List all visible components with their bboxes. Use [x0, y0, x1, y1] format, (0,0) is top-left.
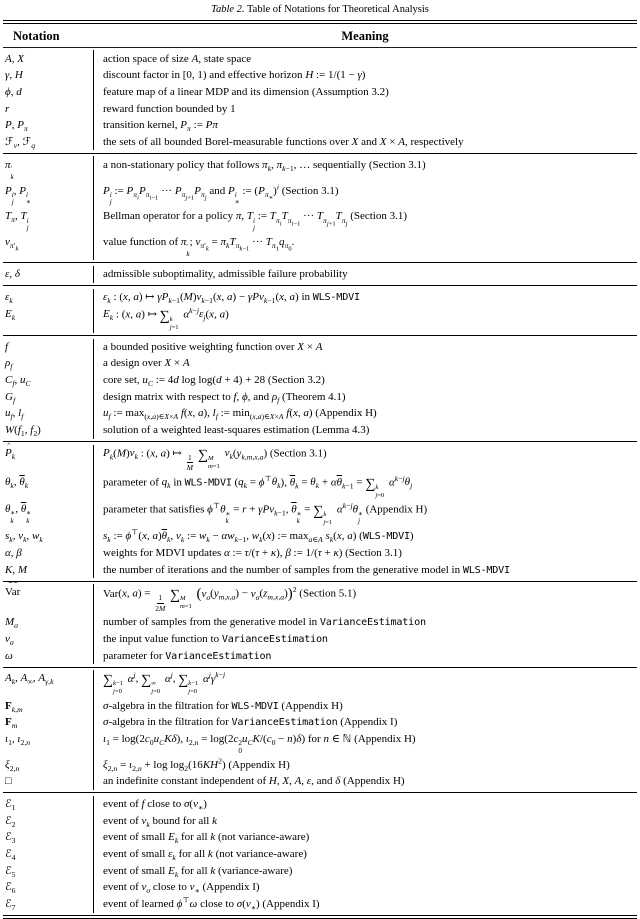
- table-row: [3, 117, 637, 134]
- meaning-cell: event of $v_\sigma$ close to $v_∗$ (Appendix I): [93, 879, 637, 896]
- meaning-cell: $\varepsilon_k$ : (x, a) ↦ γP $ˆ_{k-1}(M)v_{k-1}(x$, a) − γPv$_{k-1}$(x, a) in WLS-MDVI: [93, 289, 637, 306]
- table-row: [3, 266, 637, 283]
- meaning-cell: parameter that satisfies ϕ⊤θ ∗ k = r + γPv$_{k-1}$, $\overline{\theta}$ ∗ k = ∑ k j=1 $\alpha^{k-j}\theta$ ∗ j (Appendix H): [93, 501, 637, 528]
- meaning-cell: $\xi_{2,n} = \iota_{2,n} + \log \log_2(16KH^2)$ (Appendix H): [93, 757, 637, 774]
- meaning-cell: Bellman operator for a policy π, T i j := $T_{\pi_i}T_{\pi_{i-1}}$ ··· $T_{\pi_{j+1}}T_{\pi_j}$ (Section 3.1): [93, 208, 637, 234]
- table-section: [3, 153, 637, 263]
- meaning-cell: a design over X × A: [93, 355, 637, 372]
- meaning-cell: parameter of $q_k$ in WLS-MDVI $(q_k = \phi^⊤\theta_k)$, $\overline{\theta}_k = \theta_k + \alpha\overline{\theta}_{k-1}$ = ∑ k j=0 $\alpha^{k-j}\theta_j$: [93, 474, 637, 501]
- table-row: [3, 647, 637, 664]
- notation-cell: Var ˆ: [3, 584, 93, 614]
- notation-cell: $\xi_{2,n}$: [5, 758, 20, 773]
- notation-cell: $\theta_k$, $\overline{\theta}_k$: [5, 475, 29, 490]
- table-section: [3, 441, 637, 580]
- table-section: [3, 581, 637, 667]
- meaning-cell: P i j := $P_{\pi_i}P_{\pi_{i-1}}$ ··· $P_{\pi_{j+1}}P_{\pi_j}$ and P i ∗ := $(P_{\pi_∗})^i$ (Section 3.1): [93, 182, 637, 208]
- meaning-cell: event of f close to $\sigma(v_∗)$: [93, 796, 637, 813]
- table-bottom-rule: [3, 915, 637, 919]
- meaning-cell: event of small $\varepsilon_k$ for all k (not variance-aware): [93, 846, 637, 863]
- table-row: [3, 474, 637, 501]
- meaning-cell: σ-algebra in the filtration for WLS-MDVI (Appendix H): [93, 697, 637, 714]
- notation-cell: ℰ$_1$: [5, 797, 16, 813]
- table-row: [3, 422, 637, 439]
- table-row: [3, 445, 637, 474]
- notation-cell: $T_\pi$, T i j: [5, 210, 29, 233]
- notation-cell: ℰ$_7$: [5, 897, 16, 913]
- notation-cell: $v_\sigma$: [5, 632, 14, 648]
- table-section: [3, 48, 637, 153]
- notation-cell: P ˆ$_k$: [3, 445, 93, 474]
- meaning-cell: Var ˆ(x, a) = $\frac{1}{2M}$ ∑ M m=1 $(v_\sigma(y_{m,x,a}) - v_\sigma(z_{m,x,a}))^2$ (Section 5.1): [93, 584, 637, 614]
- header-notation: Notation: [13, 28, 60, 43]
- table-row: [3, 714, 637, 731]
- meaning-cell: core set, $u_C$ := 4d log log(d + 4) + 28 (Section 3.2): [93, 372, 637, 389]
- meaning-cell: P $ˆ_k(M)v_k$ : (x, a) ↦ $\frac{1}{M}$ ∑ M m=1 $v_k(y_{k,m,x,a})$ (Section 3.1): [93, 445, 637, 474]
- meaning-cell: the sets of all bounded Borel-measurable functions over X and X × A, respectively: [93, 134, 637, 151]
- meaning-cell: σ-algebra in the filtration for VarianceEstimation (Appendix I): [93, 714, 637, 731]
- table-row: [3, 528, 637, 545]
- table-row: [3, 67, 637, 84]
- meaning-cell: $s_k$ := ϕ⊤(x, $a)\overline{\theta}_k$, $v_k$ := $w_k - \alpha w_{k-1}$, $w_k(x)$ := $\max_{a\in A} s_k(x$, a) (WLS-MDVI): [93, 528, 637, 545]
- notation-cell: r: [5, 102, 10, 115]
- table-row: [3, 305, 637, 332]
- meaning-cell: a bounded positive weighting function over X × A: [93, 339, 637, 356]
- table-row: [3, 339, 637, 356]
- table-row: [3, 355, 637, 372]
- notation-cell: γ, H: [5, 69, 23, 82]
- table-row: [3, 134, 637, 151]
- table-row: [3, 670, 637, 697]
- table-row: [3, 389, 637, 406]
- notation-cell: $G_f$: [5, 390, 16, 405]
- header-meaning: Meaning: [341, 28, 389, 43]
- notation-cell: f: [5, 340, 9, 353]
- table-section: [3, 667, 637, 793]
- notation-cell: ℰ$_4$: [5, 847, 16, 863]
- table-row: [3, 372, 637, 389]
- meaning-cell: reward function bounded by 1: [93, 100, 637, 117]
- table-row: [3, 631, 637, 648]
- table-row: [3, 731, 637, 757]
- meaning-cell: weights for MDVI updates α := τ/(τ + κ), β := 1/(τ + κ) (Section 3.1): [93, 545, 637, 562]
- table-row: [3, 829, 637, 846]
- table-row: [3, 208, 637, 234]
- table-section: [3, 262, 637, 285]
- notation-cell: $v_{\pi'_k}$: [5, 236, 19, 253]
- notation-cell: α, β: [5, 546, 22, 559]
- table-row: [3, 697, 637, 714]
- table-row: [3, 405, 637, 422]
- meaning-cell: feature map of a linear MDP and its dimension (Assumption 3.2): [93, 84, 637, 101]
- meaning-cell: $u_f$ := $\max_{(x,a)\in X\times A} f(x$, a), $l_f$ := $\min_{(x,a)\in X\times A} f(x$, a) (Appendix H): [93, 405, 637, 422]
- meaning-cell: value function of π ′ k ; $v_{\pi'_k} = \pi_kT_{\pi_{k-1}}$ ··· $T_{\pi_1}q_{\pi_0}$.: [93, 234, 637, 260]
- table-row: [3, 545, 637, 562]
- table-section: [3, 335, 637, 441]
- meaning-cell: event of small $E_k$ for all k (not variance-aware): [93, 829, 637, 846]
- notation-cell: $M_\sigma$: [5, 616, 18, 631]
- notation-cell: P i j , P i ∗: [5, 184, 31, 207]
- meaning-cell: the input value function to VarianceEstimation: [93, 631, 637, 648]
- table-row: [3, 561, 637, 578]
- notation-cell: ℱ$_v$, ℱ$_q$: [5, 134, 36, 151]
- meaning-cell: transition kernel, $P_\pi$ := Pπ: [93, 117, 637, 134]
- table-row: [3, 84, 637, 101]
- meaning-cell: admissible suboptimality, admissible failure probability: [93, 266, 637, 283]
- table-row: [3, 289, 637, 306]
- meaning-cell: $\iota_1 = \log(2c_0u_CK\delta)$, $\iota_{2,n} = \log(2c$ 2 0 $u_CK/(c_0 - n)\delta$) for n ∈ ℕ (Appendix H): [93, 731, 637, 757]
- notation-cell: P, $P_\pi$: [5, 119, 28, 134]
- table-header-row: [3, 24, 637, 47]
- notation-cell: K, M: [5, 563, 28, 576]
- notation-cell: θ ∗ k , $\overline{\theta}$ ∗ k: [5, 503, 32, 525]
- table-row: [3, 863, 637, 880]
- meaning-cell: event of small $E_k$ for all k (variance-aware): [93, 863, 637, 880]
- table-row: [3, 50, 637, 67]
- notation-cell: $C_f$, $u_C$: [5, 374, 31, 389]
- meaning-cell: the number of iterations and the number of samples from the generative model in WLS-MDVI: [93, 561, 637, 578]
- notation-cell: $\rho_f$: [5, 357, 13, 372]
- meaning-cell: an indefinite constant independent of H, X, A, ε, and δ (Appendix H): [93, 773, 637, 790]
- notation-cell: $\varepsilon_k$: [5, 290, 13, 306]
- table-caption-number: Table 2.: [211, 4, 245, 15]
- notation-cell: $E_k$: [5, 307, 16, 322]
- table-row: [3, 501, 637, 528]
- notation-cell: $s_k$, $v_k$, $w_k$: [5, 530, 43, 545]
- meaning-cell: discount factor in [0, 1) and effective horizon H := 1/(1 − γ): [93, 67, 637, 84]
- notation-cell: ϕ, d: [5, 85, 22, 98]
- table-row: [3, 796, 637, 813]
- table-row: [3, 879, 637, 896]
- table-row: [3, 614, 637, 631]
- table-row: [3, 156, 637, 182]
- table-row: [3, 813, 637, 830]
- notation-cell: □: [5, 775, 12, 788]
- meaning-cell: event of learned ϕ⊤ω close to $\sigma(v_∗)$ (Appendix I): [93, 896, 637, 913]
- notation-cell: ℰ$_6$: [5, 880, 16, 896]
- notation-cell: $u_f$, $l_f$: [5, 407, 24, 422]
- meaning-cell: parameter for VarianceEstimation: [93, 647, 637, 664]
- table-row: [3, 896, 637, 913]
- notation-cell: ℰ$_3$: [5, 830, 16, 846]
- notation-cell: A, X: [5, 52, 24, 65]
- table-section: [3, 792, 637, 915]
- table-caption-text: Table of Notations for Theoretical Analysis: [244, 4, 429, 15]
- notation-cell: ε, δ: [5, 268, 20, 281]
- meaning-cell: ∑ k−1 j=0 $\alpha^j$, ∑ ∞ j=0 $\alpha^j$, ∑ k−1 j=0 $\alpha^j\gamma^{k-j}$: [93, 670, 637, 697]
- notation-cell: π ′ k: [5, 158, 14, 181]
- table-body: [3, 48, 637, 915]
- table-row: [3, 773, 637, 790]
- notation-cell: $A_k$, $A_\infty$, $A_{\gamma,k}$: [5, 672, 54, 687]
- table-caption: [3, 3, 637, 17]
- meaning-cell: a non-stationary policy that follows $\pi_k$, $\pi_{k-1}$, … sequentially (Section 3.1): [93, 156, 637, 182]
- table-row: [3, 100, 637, 117]
- table-section: [3, 285, 637, 335]
- table-row: [3, 846, 637, 863]
- meaning-cell: $E_k$ : (x, a) ↦ ∑ k j=1 $\alpha^{k-j}\varepsilon_j(x$, a): [93, 305, 637, 332]
- notation-cell: ℰ$_2$: [5, 813, 16, 829]
- notation-cell: $\iota_1$, $\iota_{2,n}$: [5, 732, 31, 748]
- notation-cell: $F_m$: [5, 716, 18, 731]
- meaning-cell: design matrix with respect to f, ϕ, and $\rho_f$ (Theorem 4.1): [93, 389, 637, 406]
- notation-cell: $F_{k,m}$: [5, 699, 23, 714]
- table-row: [3, 584, 637, 614]
- meaning-cell: number of samples from the generative model in VarianceEstimation: [93, 614, 637, 631]
- notation-cell: ω: [5, 649, 13, 662]
- table-row: [3, 182, 637, 208]
- notation-cell: ℰ$_5$: [5, 863, 16, 879]
- meaning-cell: event of $v_k$ bound for all k: [93, 813, 637, 830]
- notation-cell: $W(f_1$, $f_2$): [5, 424, 41, 439]
- table-row: [3, 234, 637, 260]
- meaning-cell: action space of size A, state space: [93, 50, 637, 67]
- meaning-cell: solution of a weighted least-squares estimation (Lemma 4.3): [93, 422, 637, 439]
- table-row: [3, 757, 637, 774]
